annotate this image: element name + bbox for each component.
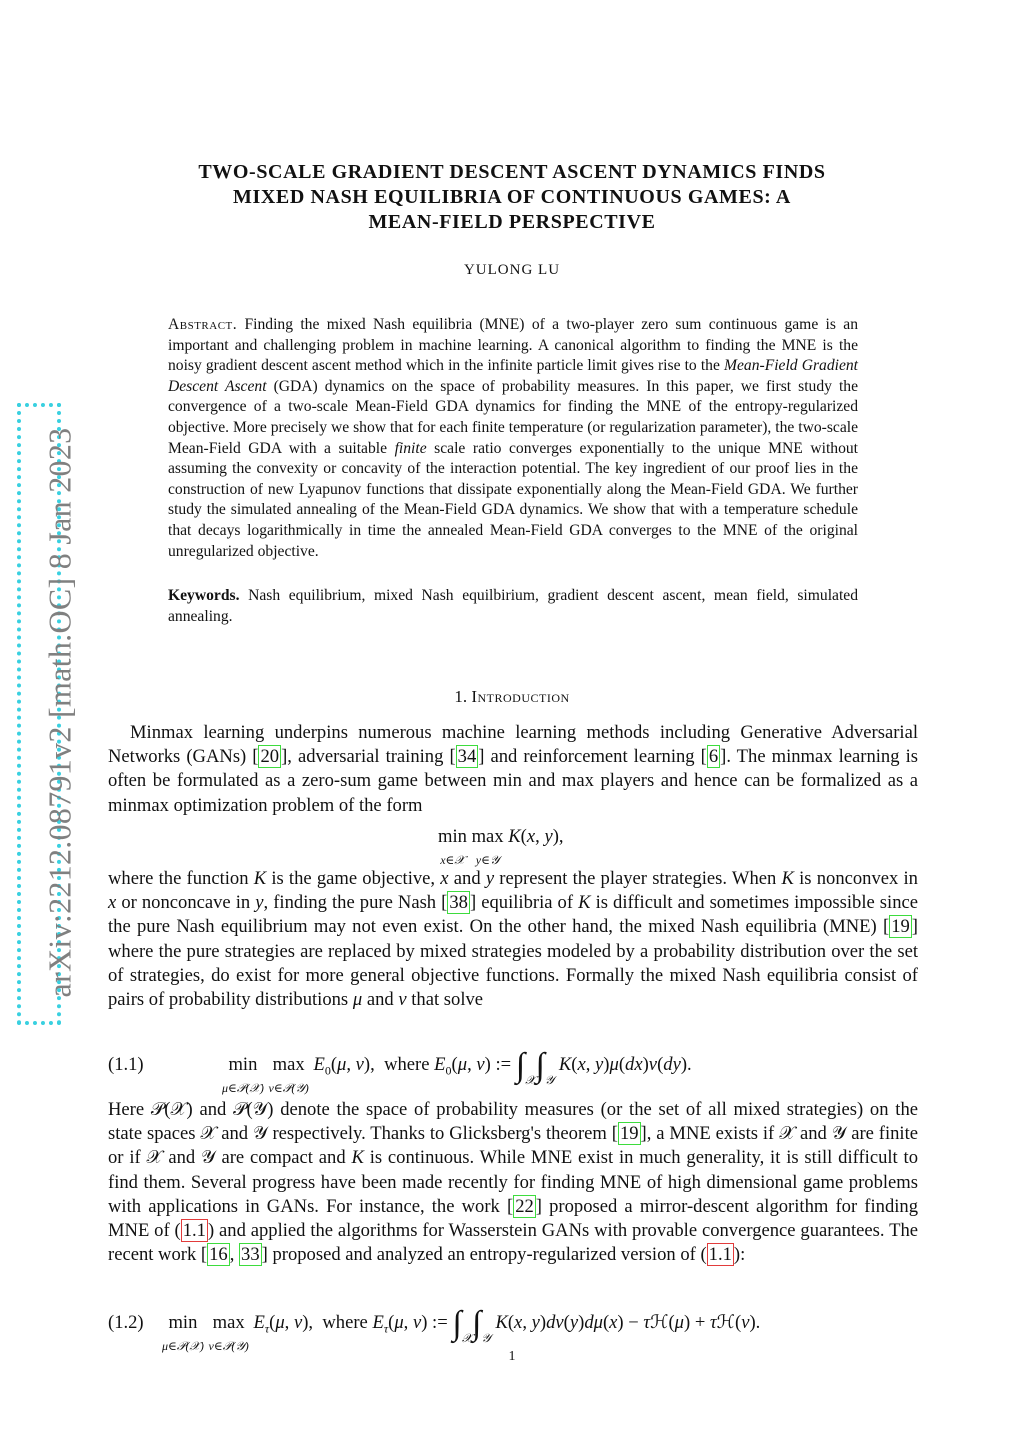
citation-link[interactable]: 6: [708, 746, 719, 768]
text: , adversarial training: [287, 746, 444, 768]
section-title: Introduction: [471, 687, 570, 706]
page-number: 1: [508, 1349, 516, 1364]
text: ):: [733, 1244, 746, 1266]
equation-label-1-2: (1.2): [108, 1312, 144, 1333]
text: where the pure strategies are replaced by mixed strategies modeled by a probability distribution over the set of strategies, do exist for more general objective functions. Formally the mixed Nash equilibria consist of pairs of probability distributions: [108, 940, 918, 1011]
text: and: [799, 1123, 827, 1145]
text: and: [221, 1123, 249, 1145]
text: . The minmax learning is often be formulated as a zero-sum game between min and max players and hence can be formalized as a minmax optimization problem of the form: [108, 746, 918, 816]
text: is difficult and sometimes impossible since the pure Nash equilibrium may not even exist. On the other hand, the mixed Nash equilibria (MNE): [108, 892, 919, 938]
text: where: [322, 1312, 368, 1333]
author: YULONG LU: [463, 262, 561, 278]
text: equilibria of: [481, 892, 574, 914]
citation-link[interactable]: 19: [891, 916, 910, 938]
keywords-label: Keywords.: [168, 587, 240, 604]
text: Here: [108, 1099, 145, 1120]
keywords-text: Nash equilibrium, mixed Nash equilbirium, gradient descent ascent, mean field, simulated annealing.: [168, 587, 858, 625]
text: represent the player strategies. When: [499, 868, 777, 889]
keywords: [168, 586, 858, 627]
text: is continuous. While MNE exist in much generality, it is still difficult to find them. Several progress have been made recently for finding MNE of high dimensional game problems with applications in GANs. For instance, the work: [108, 1147, 919, 1217]
text: are compact and: [221, 1147, 346, 1169]
citation-link[interactable]: 19: [619, 1123, 639, 1145]
equation-1-2: min μ∈𝒫(𝒳) max ν∈𝒫(𝒴) $E_\tau(\mu$, ν), where $E_\tau(\mu$, ν) := $\int_𝒳\int_𝒴$ K(x, y)dν(y)dμ(x) − τℋ(μ) + τℋ(ν).: [162, 1305, 761, 1353]
abstract-text-3: scale ratio converges exponentially to the unique MNE without assuming the convexity or concavity of the interaction potential. The key ingredient of our proof lies in the construction of new Lyapunov functions that dissipate exponentially along the Mean-Field GDA. We further study the simulated annealing of the Mean-Field GDA dynamics. We show that with a temperature schedule that decays logarithmically in time the annealed Mean-Field GDA converges to the MNE of the original unregularized objective.: [168, 439, 858, 560]
text: that solve: [411, 989, 484, 1011]
arxiv-stamp[interactable]: arXiv:2212.08791v2 [math.OC] 8 Jan 2023: [41, 427, 78, 998]
text: and: [168, 1147, 196, 1169]
title-line-3: MEAN-FIELD PERSPECTIVE: [368, 211, 656, 233]
section-heading: [108, 687, 916, 707]
text: and reinforcement learning: [490, 746, 695, 768]
abstract-label: Abstract.: [168, 316, 238, 333]
text: , a MNE exists if: [646, 1123, 775, 1145]
intro-paragraph-2: where the function K is the game objective, x and y represent the player strategies. When K is nonconvex in x or nonconcave in y, finding the pure Nash [ 38 ] equilibria of K is difficult and sometimes impossible since the pure Nash equilibrium may not even exist. On the other hand, the mixed Nash equilibria (MNE) [ 19 ] where the pure strategies are replaced by mixed strategies modeled by a probability distribution over the set of strategies, do exist for more general objective functions. Formally the mixed Nash equilibria consist of pairs of probability distributions μ and ν that solve: [108, 868, 919, 1011]
equation-1-1: min μ∈𝒫(𝒳) max ν∈𝒫(𝒴) $E_0(\mu$, ν), where $E_0(\mu$, ν) := $\int_𝒳\int_𝒴$ K(x, y)μ(dx)ν(dy).: [222, 1047, 692, 1095]
equation-label-1-1: (1.1): [108, 1054, 144, 1075]
text: and: [453, 868, 481, 889]
text: are finite or if: [108, 1123, 919, 1169]
equation-minmax: min x∈𝒳 max y∈𝒴 K(x, y),: [438, 826, 564, 867]
text: and: [366, 989, 394, 1011]
equation-ref-link[interactable]: 1.1: [182, 1220, 206, 1242]
text: denote the space of probability measures (or the set of all mixed strategies) on the state spaces: [108, 1099, 918, 1145]
text: Minmax learning underpins numerous machine learning methods including Generative Adversarial Networks (GANs): [108, 722, 918, 768]
title-line-2: MIXED NASH EQUILIBRIA OF CONTINUOUS GAMES: A: [233, 186, 791, 208]
text: proposed a mirror-descent algorithm for finding MNE of (: [108, 1195, 919, 1242]
intro-paragraph-1: Minmax learning underpins numerous machine learning methods including Generative Adversarial Networks (GANs) [ 20 ], adversarial training [ 34 ] and reinforcement learning [ 6 ]. The minmax learning is often be formulated as a zero-sum game between min and max players and hence can be formalized as a minmax optimization problem of the form: [108, 722, 918, 816]
text: where: [384, 1054, 430, 1075]
title-line-1: TWO-SCALE GRADIENT DESCENT ASCENT DYNAMICS FINDS: [198, 161, 826, 183]
citation-link[interactable]: 34: [457, 746, 477, 768]
text: , finding the pure Nash: [263, 892, 437, 914]
text: respectively. Thanks to Glicksberg's theorem: [272, 1123, 607, 1145]
intro-paragraph-3: Here 𝒫(𝒳) and 𝒫(𝒴) denote the space of probability measures (or the set of all mixed strategies) on the state spaces 𝒳 and 𝒴 respectively. Thanks to Glicksberg's theorem [ 19 ], a MNE exists if 𝒳 and 𝒴 are finite or if 𝒳 and 𝒴 are compact and K is continuous. While MNE exist in much generality, it is still difficult to find them. Several progress have been made recently for finding MNE of high dimensional game problems with applications in GANs. For instance, the work [ 22 ] proposed a mirror-descent algorithm for finding MNE of ( 1.1 ) and applied the algorithms for Wasserstein GANs with provable convergence guarantees. The recent work [ 16 , 33 ] proposed and analyzed an entropy-regularized version of ( 1.1 ):: [108, 1099, 919, 1266]
citation-link[interactable]: 16: [209, 1244, 228, 1266]
citation-link[interactable]: 38: [449, 892, 468, 914]
abstract: [168, 315, 858, 562]
equation-ref-link[interactable]: 1.1: [708, 1244, 732, 1266]
text: proposed and analyzed an entropy-regularized version of (: [272, 1244, 707, 1266]
citation-link[interactable]: 22: [515, 1195, 534, 1217]
citation-link[interactable]: 20: [260, 746, 280, 768]
citation-link[interactable]: 33: [241, 1244, 260, 1266]
abstract-text-1: Finding the mixed Nash equilibria (MNE) of a two-player zero sum continuous game is an important and challenging problem in machine learning. A canonical algorithm to finding the MNE is the noisy gradient descent ascent method which in the infinite particle limit gives rise to the: [168, 316, 858, 375]
text: where the function: [108, 868, 249, 889]
abstract-emph-1: Mean-Field Gradient Descent Ascent: [168, 357, 859, 395]
section-number: 1.: [454, 687, 468, 706]
text: or nonconcave in: [121, 892, 251, 914]
abstract-emph-2: finite: [394, 439, 427, 457]
text: and: [199, 1099, 227, 1120]
text: ) and applied the algorithms for Wasserstein GANs with provable convergence guarantees. The recent work: [108, 1220, 919, 1266]
text: is nonconvex in: [799, 868, 918, 889]
paper-title: [108, 160, 916, 235]
text: is the game objective,: [271, 868, 436, 889]
abstract-text-2: (GDA) dynamics on the space of probability measures. In this paper, we first study the convergence of a two-scale Mean-Field GDA dynamics for finding the MNE of the entropy-regularized objective. More precisely we show that for each finite temperature (or regularization parameter), the two-scale Mean-Field GDA with a suitable: [168, 377, 858, 457]
